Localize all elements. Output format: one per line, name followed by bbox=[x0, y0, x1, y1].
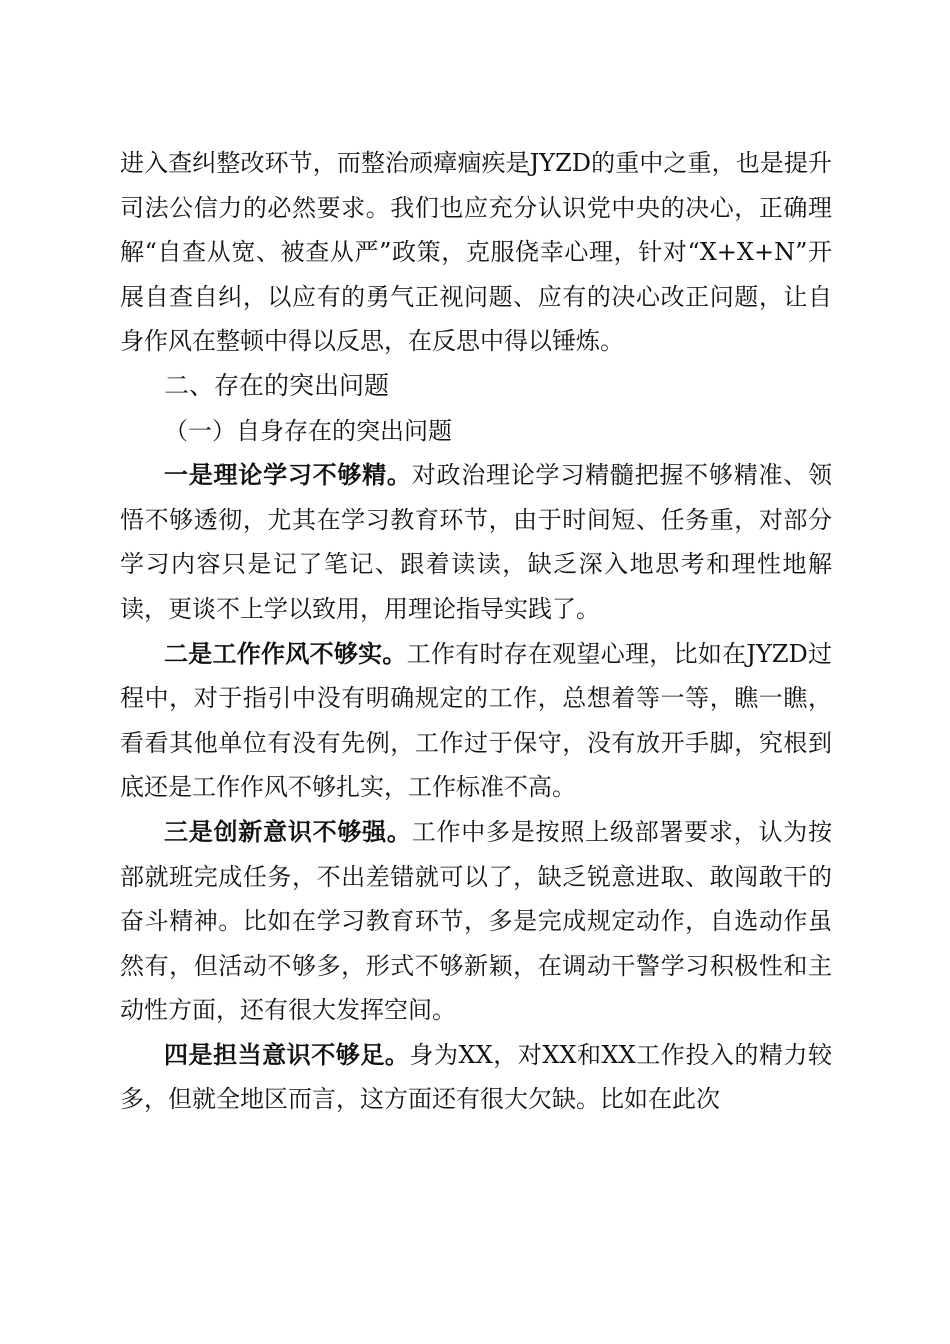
problem-item-2-text: 工作有时存在观望心理，比如在JYZD过程中，对于指引中没有明确规定的工作，总想着等一等，瞧一瞧，看看其他单位有没有先例，工作过于保守，没有放开手脚，究根到底还是工作作风不够扎实，工作标准不高。 bbox=[120, 639, 833, 802]
problem-item-1 bbox=[120, 453, 832, 631]
section-heading: 二、存在的突出问题 bbox=[164, 370, 390, 400]
problem-item-4-lead: 四是担当意识不够足。 bbox=[164, 1039, 410, 1069]
problem-item-2-lead: 二是工作作风不够实。 bbox=[164, 638, 407, 668]
intro-paragraph: 进入查纠整改环节，而整治顽瘴痼疾是JYZD的重中之重，也是提升司法公信力的必然要求。我们也应充分认识党中央的决心，正确理解“自查从宽、被查从严”政策，克服侥幸心理，针对“X+X+N”开展自查自纠，以应有的勇气正视问题、应有的决心改正问题，让自身作风在整顿中得以反思，在反思中得以锤炼。 bbox=[120, 149, 832, 356]
problem-item-3-text: 工作中多是按照上级部署要求，认为按部就班完成任务，不出差错就可以了，缺乏锐意进取、敢闯敢干的奋斗精神。比如在学习教育环节，多是完成规定动作，自选动作虽然有，但活动不够多，形式不够新颖，在调动干警学习积极性和主动性方面，还有很大发挥空间。 bbox=[120, 817, 833, 1025]
subsection-heading: （一）自身存在的突出问题 bbox=[164, 416, 452, 445]
document-body bbox=[120, 141, 832, 1122]
problem-item-2 bbox=[120, 632, 832, 810]
problem-item-3-lead: 三是创新意识不够强。 bbox=[164, 816, 412, 846]
problem-item-1-lead: 一是理论学习不够精。 bbox=[164, 460, 412, 490]
problem-item-4 bbox=[120, 1033, 832, 1122]
problem-item-4-text: 身为XX，对XX和XX工作投入的精力较多，但就全地区而言，这方面还有很大欠缺。比如在此次 bbox=[120, 1040, 833, 1114]
problem-item-1-text: 对政治理论学习精髓把握不够精准、领悟不够透彻，尤其在学习教育环节，由于时间短、任务重，对部分学习内容只是记了笔记、跟着读读，缺乏深入地思考和理性地解读，更谈不上学以致用，用理论指导实践了。 bbox=[120, 461, 833, 623]
problem-item-3 bbox=[120, 810, 832, 1033]
